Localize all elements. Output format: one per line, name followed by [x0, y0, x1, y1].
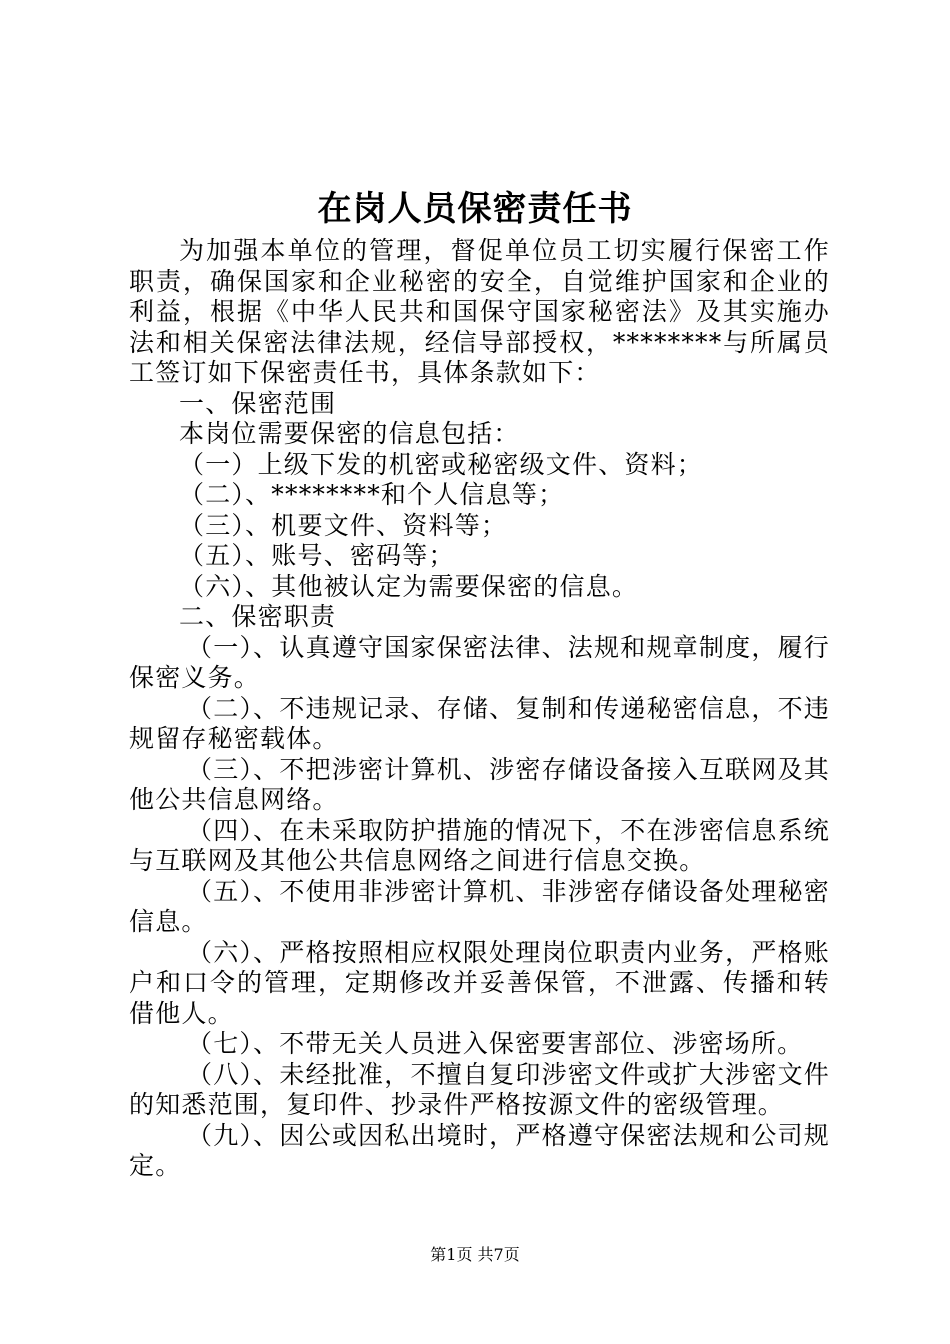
duty-clause: （二）、不违规记录、存储、复制和传递秘密信息，不违规留存秘密载体。	[129, 693, 830, 753]
duty-clause: （三）、不把涉密计算机、涉密存储设备接入互联网及其他公共信息网络。	[129, 754, 830, 814]
duty-clause: （四）、在未采取防护措施的情况下，不在涉密信息系统与互联网及其他公共信息网络之间进行信息交换。	[129, 815, 830, 875]
duty-clause: （八）、未经批准，不擅自复印涉密文件或扩大涉密文件的知悉范围，复印件、抄录件严格按源文件的密级管理。	[129, 1059, 830, 1119]
duty-clause: （九）、因公或因私出境时，严格遵守保密法规和公司规定。	[129, 1120, 830, 1180]
document-body	[129, 236, 830, 1182]
scope-lead-text: 本岗位需要保密的信息包括：	[179, 419, 520, 448]
duty-clause: （六）、严格按照相应权限处理岗位职责内业务，严格账户和口令的管理，定期修改并妥善保管，不泄露、传播和转借他人。	[129, 937, 830, 1028]
section-heading-duties: 二、保密职责	[179, 602, 337, 631]
document-title: 在岗人员保密责任书	[317, 189, 633, 229]
page-number-footer: 第1页 共7页	[430, 1245, 520, 1264]
duty-clause: （七）、不带无关人员进入保密要害部位、涉密场所。	[187, 1029, 804, 1058]
scope-item: （六）、其他被认定为需要保密的信息。	[179, 571, 639, 601]
scope-item: （五）、账号、密码等；	[179, 541, 455, 570]
scope-item: （三）、机要文件、资料等；	[179, 510, 508, 540]
duty-clause: （一）、认真遵守国家保密法律、法规和规章制度，履行保密义务。	[129, 632, 830, 692]
duty-clause: （五）、不使用非涉密计算机、非涉密存储设备处理秘密信息。	[129, 876, 830, 936]
intro-paragraph: 为加强本单位的管理，督促单位员工切实履行保密工作职责，确保国家和企业秘密的安全，自觉维护国家和企业的利益，根据《中华人民共和国保守国家秘密法》及其实施办法和相关保密法律法规，经信导部授权，********与所属员工签订如下保密责任书，具体条款如下：	[129, 236, 830, 387]
scope-item: （二）、********和个人信息等；	[179, 480, 565, 509]
section-heading-scope: 一、保密范围	[179, 388, 337, 418]
scope-item: （一）上级下发的机密或秘密级文件、资料；	[179, 449, 704, 479]
